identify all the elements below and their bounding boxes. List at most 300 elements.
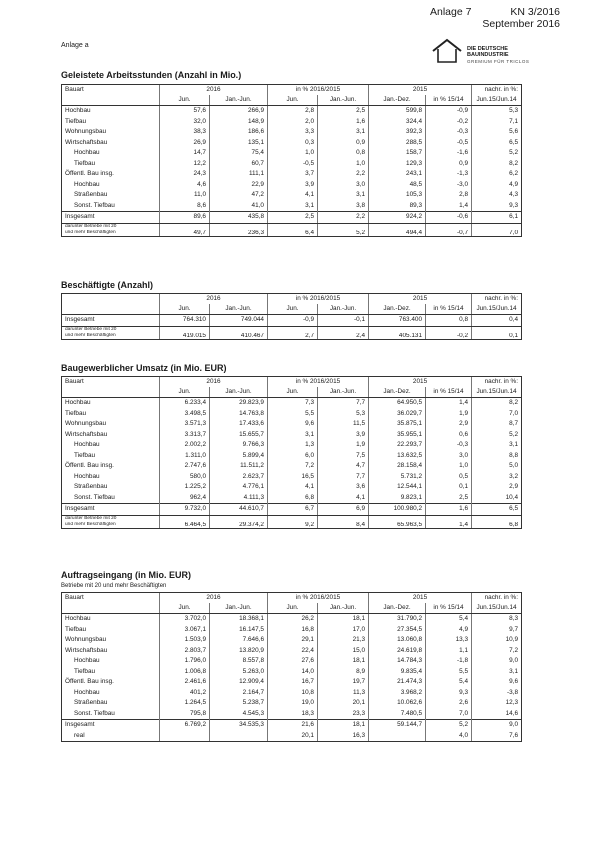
- row-label: Hochbau: [62, 472, 160, 483]
- table-cell: 2,2: [318, 212, 369, 224]
- table-cell: 2.623,7: [210, 472, 268, 483]
- column-subheader: Jan.-Jun.: [318, 95, 369, 106]
- column-header: 2016: [160, 377, 268, 388]
- table-cell: 749.044: [210, 315, 268, 327]
- column-subheader: Jun.: [268, 387, 318, 398]
- column-header: Bauart: [62, 593, 160, 604]
- table-cell: 27.354,5: [369, 625, 426, 636]
- row-label: Tiefbau: [62, 451, 160, 462]
- note-value: 5,2: [318, 230, 369, 237]
- table-cell: 13.820,9: [210, 646, 268, 657]
- table-row: [62, 440, 522, 451]
- table-cell: 243,1: [369, 169, 426, 180]
- table-cell: 8,2: [472, 159, 522, 170]
- note-label: darunter Betriebe mit 20: [62, 515, 160, 522]
- table-cell: 111,1: [210, 169, 268, 180]
- table-cell: 7,0: [426, 709, 472, 720]
- column-subheader: Jan.-Jun.: [210, 304, 268, 315]
- table-cell: -3,8: [472, 688, 522, 699]
- row-label: Öffentl. Bau insg.: [62, 677, 160, 688]
- row-label: Tiefbau: [62, 117, 160, 128]
- table-row: [62, 398, 522, 409]
- row-label: Wirtschaftsbau: [62, 138, 160, 149]
- table-cell: 60,7: [210, 159, 268, 170]
- table-cell: -0,3: [426, 127, 472, 138]
- table-cell: 3.968,2: [369, 688, 426, 699]
- table-cell: 6,9: [318, 504, 369, 516]
- table-cell: 18,1: [318, 720, 369, 731]
- table-cell: 3.498,5: [160, 409, 210, 420]
- table-cell: 5.731,2: [369, 472, 426, 483]
- table-row: [62, 315, 522, 327]
- table-cell: -1,6: [426, 148, 472, 159]
- row-label: Hochbau: [62, 688, 160, 699]
- table-row: [62, 419, 522, 430]
- table-cell: 6,7: [268, 504, 318, 516]
- table-cell: 1.503,9: [160, 635, 210, 646]
- column-subheader: [62, 95, 160, 106]
- table-cell: 20,1: [268, 731, 318, 742]
- table-cell: 1,9: [318, 440, 369, 451]
- table-cell: 18,1: [318, 614, 369, 625]
- table-cell: 4.776,1: [210, 482, 268, 493]
- column-subheader: Jun.: [268, 95, 318, 106]
- table-cell: 11,3: [318, 688, 369, 699]
- table-cell: [369, 731, 426, 742]
- table-cell: 22,4: [268, 646, 318, 657]
- table-cell: 0,9: [318, 138, 369, 149]
- section-subtitle-orders: Betriebe mit 20 und mehr Beschäftigten: [61, 583, 167, 589]
- row-label: Öffentl. Bau insg.: [62, 461, 160, 472]
- table-cell: 17,0: [318, 625, 369, 636]
- table-cell: 4,9: [426, 625, 472, 636]
- table-cell: 7,0: [472, 409, 522, 420]
- column-header: in % 2016/2015: [268, 593, 369, 604]
- table-cell: 580,0: [160, 472, 210, 483]
- table-cell: 3.313,7: [160, 430, 210, 441]
- column-header: 2016: [160, 593, 268, 604]
- table-cell: 6.233,4: [160, 398, 210, 409]
- header-date: September 2016: [482, 18, 560, 30]
- table-cell: 2,9: [472, 482, 522, 493]
- table-cell: 14,7: [160, 148, 210, 159]
- row-label: Insgesamt: [62, 315, 160, 327]
- note-value: 405.131: [369, 333, 426, 340]
- table-row: [62, 731, 522, 742]
- table-subheader-row: [62, 603, 522, 614]
- table-cell: 64.950,5: [369, 398, 426, 409]
- column-subheader: Jun.: [268, 304, 318, 315]
- table-cell: 7,2: [268, 461, 318, 472]
- table-cell: 22.293,7: [369, 440, 426, 451]
- table-cell: -0,9: [426, 106, 472, 117]
- table-cell: 1,9: [426, 409, 472, 420]
- table-cell: 7,5: [318, 451, 369, 462]
- column-subheader: Jan.-Dez.: [369, 603, 426, 614]
- table-row: [62, 493, 522, 504]
- table-cell: 6,5: [472, 138, 522, 149]
- table-cell: 2,5: [318, 106, 369, 117]
- column-header: 2015: [369, 85, 472, 96]
- row-label: real: [62, 731, 160, 742]
- table-cell: 11,5: [318, 419, 369, 430]
- table-cell: 1,3: [268, 440, 318, 451]
- table-cell: 1.796,0: [160, 656, 210, 667]
- column-subheader: Jun.: [160, 387, 210, 398]
- table-cell: 105,3: [369, 190, 426, 201]
- table-orders: [61, 592, 522, 742]
- table-cell: 5,2: [472, 148, 522, 159]
- row-label: Insgesamt: [62, 212, 160, 224]
- table-cell: 2.164,7: [210, 688, 268, 699]
- table-cell: 186,6: [210, 127, 268, 138]
- table-cell: 4.111,3: [210, 493, 268, 504]
- note-value: 7,0: [472, 230, 522, 237]
- table-row: [62, 180, 522, 191]
- kn-reference: KN 3/2016: [510, 6, 560, 18]
- row-label: Sonst. Tiefbau: [62, 201, 160, 212]
- table-cell: 5,2: [472, 430, 522, 441]
- table-row: [62, 159, 522, 170]
- table-cell: 8,8: [472, 451, 522, 462]
- table-cell: 3,1: [318, 190, 369, 201]
- table-row: [62, 472, 522, 483]
- table-cell: 5,5: [268, 409, 318, 420]
- row-label: Wohnungsbau: [62, 419, 160, 430]
- table-cell: 7,7: [318, 472, 369, 483]
- table-header-row: [62, 593, 522, 604]
- table-cell: 9,0: [472, 656, 522, 667]
- table-cell: 6,1: [472, 212, 522, 224]
- note-value: 410.467: [210, 333, 268, 340]
- row-label: Tiefbau: [62, 409, 160, 420]
- table-employees: [61, 293, 522, 340]
- table-cell: 8.557,8: [210, 656, 268, 667]
- note-value: 29.374,2: [210, 522, 268, 529]
- table-turnover: [61, 376, 522, 529]
- table-row: [62, 451, 522, 462]
- table-cell: 4,1: [318, 493, 369, 504]
- table-row: [62, 212, 522, 224]
- table-row: [62, 504, 522, 516]
- column-subheader: Jan.-Jun.: [318, 304, 369, 315]
- table-cell: 14.763,8: [210, 409, 268, 420]
- table-cell: 5,5: [426, 667, 472, 678]
- row-label: Wohnungsbau: [62, 127, 160, 138]
- table-cell: 3.571,3: [160, 419, 210, 430]
- column-subheader: Jun.: [268, 603, 318, 614]
- table-cell: 35.875,1: [369, 419, 426, 430]
- table-cell: 1.006,8: [160, 667, 210, 678]
- table-cell: 2,0: [268, 117, 318, 128]
- document-header: [430, 6, 560, 30]
- row-label: Sonst. Tiefbau: [62, 709, 160, 720]
- table-subheader-row: [62, 387, 522, 398]
- table-cell: 5.238,7: [210, 698, 268, 709]
- column-header: nachr. in %:: [472, 294, 522, 305]
- row-label: Straßenbau: [62, 482, 160, 493]
- table-cell: 8,7: [472, 419, 522, 430]
- table-cell: 2,2: [318, 169, 369, 180]
- table-cell: 9,7: [472, 625, 522, 636]
- logo-subtext: GREMIUM FÜR TRICLOS: [467, 59, 530, 64]
- row-label: Wohnungsbau: [62, 635, 160, 646]
- column-subheader: in % 15/14: [426, 304, 472, 315]
- table-cell: -0,1: [318, 315, 369, 327]
- table-cell: 924,2: [369, 212, 426, 224]
- table-row: [62, 106, 522, 117]
- row-label: Tiefbau: [62, 625, 160, 636]
- row-label: Tiefbau: [62, 667, 160, 678]
- table-cell: 15,0: [318, 646, 369, 657]
- table-cell: [160, 731, 210, 742]
- table-cell: 0,3: [268, 138, 318, 149]
- table-cell: 8,2: [472, 398, 522, 409]
- table-cell: 401,2: [160, 688, 210, 699]
- table-row: [62, 656, 522, 667]
- table-cell: 14,6: [472, 709, 522, 720]
- table-row: [62, 635, 522, 646]
- note-value: 6,8: [472, 522, 522, 529]
- column-subheader: Jan.-Jun.: [318, 387, 369, 398]
- column-header: Bauart: [62, 85, 160, 96]
- table-row: [62, 698, 522, 709]
- note-value: 9,2: [268, 522, 318, 529]
- note-value: 2,7: [268, 333, 318, 340]
- note-value: -0,7: [426, 230, 472, 237]
- table-cell: 0,4: [472, 315, 522, 327]
- table-cell: 26,2: [268, 614, 318, 625]
- table-cell: 3,1: [472, 440, 522, 451]
- table-cell: 100.980,2: [369, 504, 426, 516]
- table-cell: 24,3: [160, 169, 210, 180]
- table-cell: 6,5: [472, 504, 522, 516]
- table-cell: 36.029,7: [369, 409, 426, 420]
- note-label: darunter Betriebe mit 20: [62, 223, 160, 230]
- table-cell: 0,5: [426, 472, 472, 483]
- table-cell: 4,3: [472, 190, 522, 201]
- row-label: Hochbau: [62, 148, 160, 159]
- table-cell: -0,5: [268, 159, 318, 170]
- table-cell: 14,0: [268, 667, 318, 678]
- row-label: Hochbau: [62, 614, 160, 625]
- table-cell: 31.790,2: [369, 614, 426, 625]
- table-row: [62, 117, 522, 128]
- table-cell: 9,3: [472, 201, 522, 212]
- note-row: [62, 230, 522, 237]
- column-subheader: Jun.: [160, 304, 210, 315]
- table-cell: 24.619,8: [369, 646, 426, 657]
- table-cell: 4.545,3: [210, 709, 268, 720]
- note-value: 6,4: [268, 230, 318, 237]
- column-subheader: [62, 387, 160, 398]
- table-row: [62, 461, 522, 472]
- table-cell: 3,9: [318, 430, 369, 441]
- table-cell: 4,6: [160, 180, 210, 191]
- table-cell: 19,0: [268, 698, 318, 709]
- table-cell: 2,9: [426, 419, 472, 430]
- table-cell: 3,6: [318, 482, 369, 493]
- table-cell: 11,0: [160, 190, 210, 201]
- table-cell: 3,9: [268, 180, 318, 191]
- column-header: 2016: [160, 85, 268, 96]
- table-cell: 3,1: [268, 201, 318, 212]
- table-cell: 11.511,2: [210, 461, 268, 472]
- row-label: Hochbau: [62, 180, 160, 191]
- table-row: [62, 667, 522, 678]
- row-label: Insgesamt: [62, 720, 160, 731]
- row-label: Sonst. Tiefbau: [62, 493, 160, 504]
- table-cell: 148,9: [210, 117, 268, 128]
- table-cell: 1,4: [426, 201, 472, 212]
- column-header: nachr. in %:: [472, 85, 522, 96]
- table-subheader-row: [62, 304, 522, 315]
- table-cell: 44.610,7: [210, 504, 268, 516]
- table-row: [62, 709, 522, 720]
- table-cell: 48,5: [369, 180, 426, 191]
- table-row: [62, 430, 522, 441]
- row-label: Straßenbau: [62, 698, 160, 709]
- table-cell: 15.655,7: [210, 430, 268, 441]
- table-cell: 16.147,5: [210, 625, 268, 636]
- table-row: [62, 614, 522, 625]
- table-cell: 7.480,5: [369, 709, 426, 720]
- table-cell: 764.310: [160, 315, 210, 327]
- table-cell: 0,8: [318, 148, 369, 159]
- table-cell: 0,6: [426, 430, 472, 441]
- table-cell: 27,6: [268, 656, 318, 667]
- table-cell: 32,0: [160, 117, 210, 128]
- table-cell: 1,0: [318, 159, 369, 170]
- table-cell: 8,3: [472, 614, 522, 625]
- table-cell: 75,4: [210, 148, 268, 159]
- row-label: Öffentl. Bau insg.: [62, 169, 160, 180]
- table-hours: [61, 84, 522, 237]
- table-cell: 2,6: [426, 698, 472, 709]
- note-label: und mehr Beschäftigten: [62, 333, 160, 340]
- note-value: 6.464,5: [160, 522, 210, 529]
- column-header: in % 2016/2015: [268, 294, 369, 305]
- table-cell: 2,8: [268, 106, 318, 117]
- note-value: 1,4: [426, 522, 472, 529]
- table-row: [62, 720, 522, 731]
- column-header: nachr. in %:: [472, 377, 522, 388]
- note-row: [62, 333, 522, 340]
- note-label: und mehr Beschäftigten: [62, 522, 160, 529]
- table-cell: 135,1: [210, 138, 268, 149]
- table-cell: 47,2: [210, 190, 268, 201]
- table-cell: 29,1: [268, 635, 318, 646]
- table-cell: 18,3: [268, 709, 318, 720]
- column-header: 2015: [369, 377, 472, 388]
- row-label: Hochbau: [62, 398, 160, 409]
- note-label: und mehr Beschäftigten: [62, 230, 160, 237]
- table-cell: -0,5: [426, 138, 472, 149]
- table-cell: 4,1: [268, 190, 318, 201]
- table-cell: 3,1: [318, 127, 369, 138]
- table-cell: 4,9: [472, 180, 522, 191]
- table-cell: -0,3: [426, 440, 472, 451]
- table-cell: 3,0: [318, 180, 369, 191]
- table-cell: 2.002,2: [160, 440, 210, 451]
- note-value: 2,4: [318, 333, 369, 340]
- table-cell: 4,7: [318, 461, 369, 472]
- table-row: [62, 409, 522, 420]
- table-cell: 0,1: [426, 482, 472, 493]
- note-value: 0,1: [472, 333, 522, 340]
- table-cell: 5.899,4: [210, 451, 268, 462]
- table-cell: 41,0: [210, 201, 268, 212]
- note-value: 494,4: [369, 230, 426, 237]
- table-cell: 4,1: [268, 482, 318, 493]
- table-cell: 129,3: [369, 159, 426, 170]
- table-cell: 1,0: [426, 461, 472, 472]
- table-cell: [210, 731, 268, 742]
- table-cell: 6,8: [268, 493, 318, 504]
- table-row: [62, 190, 522, 201]
- table-cell: 16,3: [318, 731, 369, 742]
- table-cell: 2.747,6: [160, 461, 210, 472]
- note-value: 49,7: [160, 230, 210, 237]
- table-cell: 3,2: [472, 472, 522, 483]
- column-subheader: Jan.-Jun.: [318, 603, 369, 614]
- table-cell: 18,1: [318, 656, 369, 667]
- table-cell: 16,8: [268, 625, 318, 636]
- table-cell: 3,0: [426, 451, 472, 462]
- note-value: 419.015: [160, 333, 210, 340]
- table-cell: 9,6: [268, 419, 318, 430]
- table-header-row: [62, 377, 522, 388]
- table-cell: 5,3: [318, 409, 369, 420]
- table-cell: 12.909,4: [210, 677, 268, 688]
- table-cell: 0,8: [426, 315, 472, 327]
- table-cell: 14.784,3: [369, 656, 426, 667]
- table-cell: 12,2: [160, 159, 210, 170]
- table-header-row: [62, 294, 522, 305]
- row-label: Hochbau: [62, 106, 160, 117]
- table-cell: 10.062,6: [369, 698, 426, 709]
- table-row: [62, 127, 522, 138]
- table-cell: 21,3: [318, 635, 369, 646]
- row-label: Wirtschaftsbau: [62, 646, 160, 657]
- table-cell: 1,1: [426, 646, 472, 657]
- column-subheader: Jan.-Dez.: [369, 387, 426, 398]
- table-cell: 3,7: [268, 169, 318, 180]
- table-row: [62, 148, 522, 159]
- table-cell: 3,3: [268, 127, 318, 138]
- column-header: in % 2016/2015: [268, 377, 369, 388]
- table-cell: 3,8: [318, 201, 369, 212]
- table-cell: 16,5: [268, 472, 318, 483]
- table-cell: 2.803,7: [160, 646, 210, 657]
- table-cell: 1.311,0: [160, 451, 210, 462]
- table-cell: 2.461,6: [160, 677, 210, 688]
- table-cell: -0,2: [426, 117, 472, 128]
- column-subheader: Jan.-Dez.: [369, 304, 426, 315]
- table-cell: 10,4: [472, 493, 522, 504]
- table-cell: 9.835,4: [369, 667, 426, 678]
- table-cell: 3.067,1: [160, 625, 210, 636]
- column-header: 2016: [160, 294, 268, 305]
- note-row: [62, 522, 522, 529]
- table-cell: 392,3: [369, 127, 426, 138]
- column-subheader: [62, 304, 160, 315]
- table-cell: -1,8: [426, 656, 472, 667]
- table-cell: 7.646,6: [210, 635, 268, 646]
- table-cell: 57,6: [160, 106, 210, 117]
- table-cell: 1.264,5: [160, 698, 210, 709]
- table-cell: 9,3: [426, 688, 472, 699]
